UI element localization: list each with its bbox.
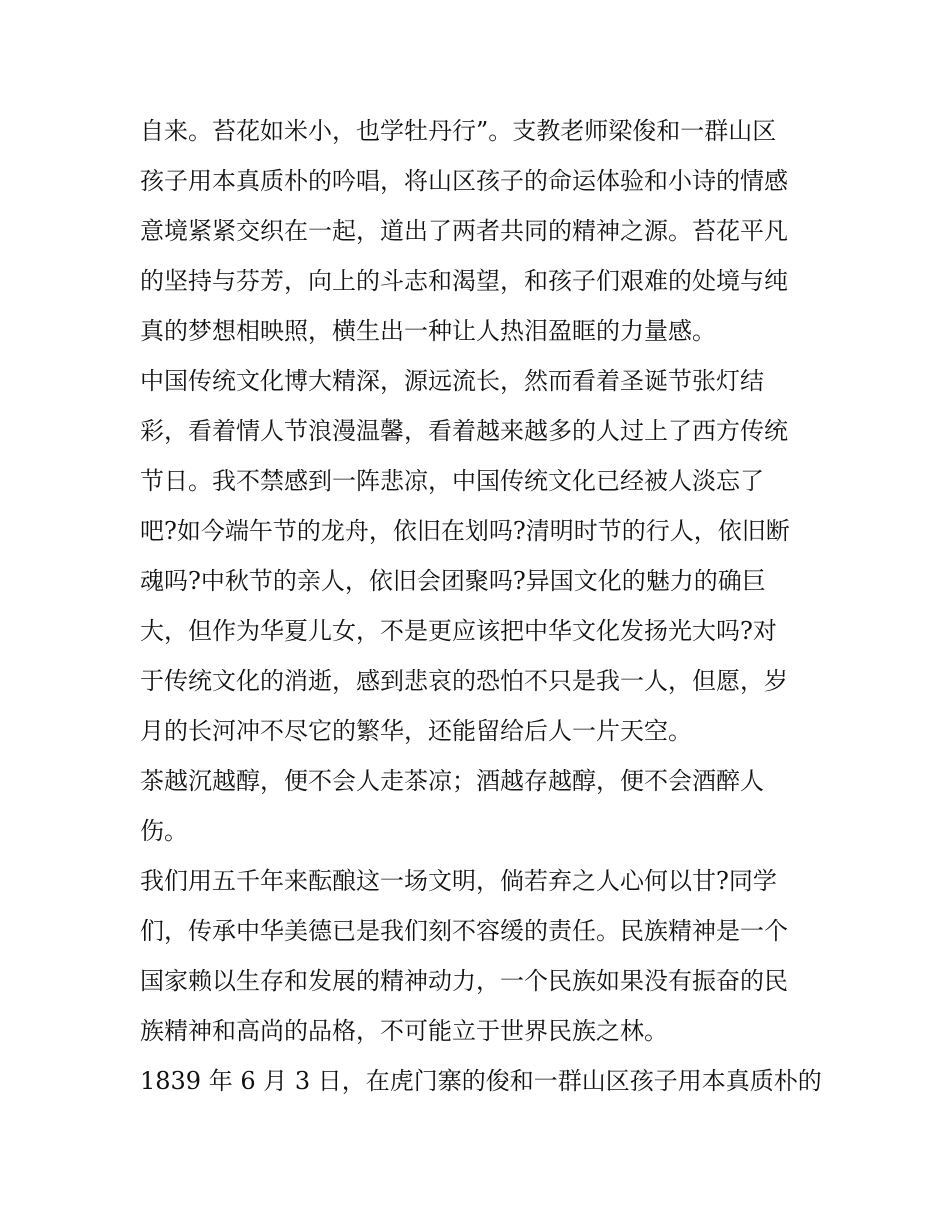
body-text (140, 106, 820, 1106)
text-line: 节日。我不禁感到一阵悲凉，中国传统文化已经被人淡忘了 (140, 467, 764, 495)
text-line: 中国传统文化博大精深，源远流长，然而看着圣诞节张灯结 (140, 367, 764, 395)
text-line: 于传统文化的消逝，感到悲哀的恐怕不只是我一人，但愿，岁 (140, 667, 788, 695)
text-line: 伤。 (140, 817, 188, 845)
text-line: 魂吗?中秋节的亲人，依旧会团聚吗?异国文化的魅力的确巨 (140, 567, 766, 595)
text-line: 孩子用本真质朴的吟唱，将山区孩子的命运体验和小诗的情感 (140, 167, 788, 195)
text-line: 族精神和高尚的品格，不可能立于世界民族之林。 (140, 1017, 668, 1045)
text-line: 自来。苔花如米小，也学牡丹行”。支教老师梁俊和一群山区 (140, 117, 777, 145)
text-line: 意境紧紧交织在一起，道出了两者共同的精神之源。苔花平凡 (140, 217, 788, 245)
text-line: 真的梦想相映照，横生出一种让人热泪盈眶的力量感。 (140, 317, 716, 345)
text-line: 大，但作为华夏儿女，不是更应该把中华文化发扬光大吗?对 (140, 617, 777, 645)
text-line: 月的长河冲不尽它的繁华，还能留给后人一片天空。 (140, 717, 692, 745)
text-line: 吧?如今端午节的龙舟，依旧在划吗?清明时节的行人，依旧断 (140, 517, 790, 545)
text-line: 1839 年 6 月 3 日，在虎门寨的俊和一群山区孩子用本真质朴的 (140, 1067, 822, 1095)
text-line: 茶越沉越醇，便不会人走茶凉；酒越存越醇，便不会酒醉人 (140, 767, 764, 795)
text-line: 国家赖以生存和发展的精神动力，一个民族如果没有振奋的民 (140, 967, 788, 995)
text-line: 的坚持与芬芳，向上的斗志和渴望，和孩子们艰难的处境与纯 (140, 267, 788, 295)
text-line: 彩，看着情人节浪漫温馨，看着越来越多的人过上了西方传统 (140, 417, 788, 445)
text-line: 我们用五千年来酝酿这一场文明，倘若弃之人心何以甘?同学 (140, 867, 777, 895)
text-line: 们，传承中华美德已是我们刻不容缓的责任。民族精神是一个 (140, 917, 788, 945)
